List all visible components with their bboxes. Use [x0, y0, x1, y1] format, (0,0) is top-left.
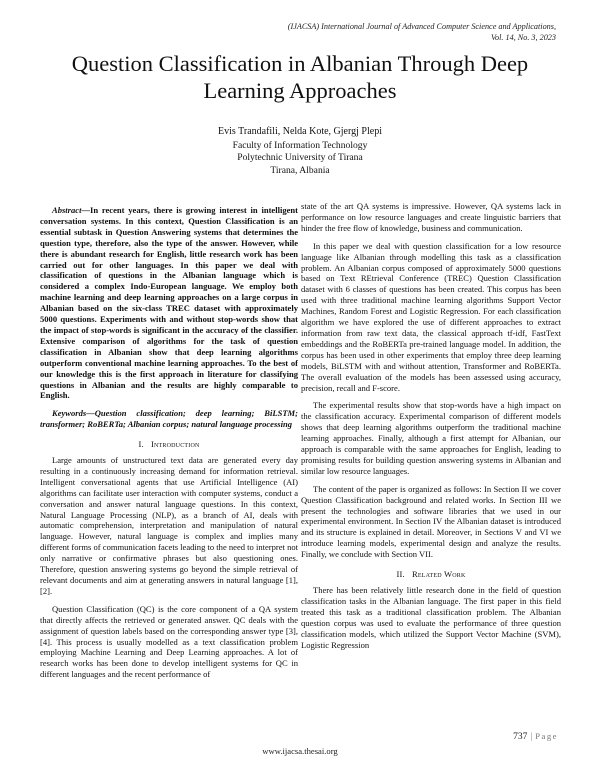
- keywords: Keywords—Question classification; deep learning; BiLSTM; transformer; RoBERTa; Albanian corpus; natural language processing: [40, 408, 298, 430]
- intro-paragraph-2: Question Classification (QC) is the core component of a QA system that directly affects the retrieved or generated answer. QC deals with the assignment of question labels based on the corresponding answer type [3], [4]. This process is usually modelled as a text classification problem employing Machine Learning and Deep Learning approaches. A lot of research works has been done to develop intelligent systems for QC in different languages and the recent performance of: [40, 603, 298, 680]
- right-column: [301, 201, 561, 650]
- abstract-text: In recent years, there is growing interest in intelligent conversation systems. In this context, Question Classification is an essential subtask in Question Answering systems that determines the question type, therefore, also the type of the answer. However, while there is abundant research for English, little research work has been carried out for other languages. In this paper we deal with classification of questions in the Albanian language which is considered a complex Indo-European language. We employ both machine learning and deep learning approaches on a large corpus in Albanian based on the six-class TREC dataset with approximately 5000 questions. Experiments with and without stop-words show that the impact of stop-words is significant in the accuracy of the classifier. Extensive comparison of algorithms for the task of question classification in Albanian show that deep learning algorithms outperform conventional machine learning approaches. To the best of our knowledge this is the first approach in literature for classifying questions in Albanian and the results are highly comparable to English.: [40, 205, 298, 401]
- paper-title: Question Classification in Albanian Through Deep Learning Approaches: [71, 51, 529, 103]
- abstract: [40, 205, 298, 401]
- affiliation-faculty: Faculty of Information Technology: [232, 139, 368, 151]
- page-number-value: 737: [513, 732, 528, 742]
- section-heading-introduction: I. Introduction: [138, 439, 200, 450]
- page-number-separator: |: [530, 732, 533, 742]
- intro-paragraph-4: The experimental results show that stop-words have a high impact on the classification accuracy. Experimental comparison of different models shows that deep learning algorithms outperform the traditional machine learning approaches. Finally, although a first attempt for Albanian, our approach is comparable with the same approaches for English, leading to promising results for building question answering systems in Albanian and similar low resource languages.: [301, 400, 561, 476]
- section-heading-related-work: II. Related Work: [396, 569, 466, 580]
- affiliation-university: Polytechnic University of Tirana: [237, 152, 363, 164]
- intro-paragraph-continued: state of the art QA systems is impressive. However, QA systems lack in performance on low resource languages and create linguistic barriers that hinder the free flow of knowledge, business and communication.: [301, 201, 561, 233]
- page-number: [513, 731, 558, 742]
- intro-paragraph-3: In this paper we deal with question classification for a low resource language like Albanian through modelling this task as a classification problem. An Albanian corpus composed of approximately 5000 questions based on Text REtrieval Conference (TREC) Question Classification dataset with 6 classes of questions has been created. This corpus has been used with three traditional machine learning algorithms Support Vector Machines, Random Forest and Logistic Regression. For each classification algorithm we have explored the use of different approaches to extract information from raw text data, the classical approach tf-idf, FastText embeddings and the RoBERTa pre-trained language model. In addition, the corpus has been used in other experiments that employ three deep learning models, BiLSTM with and without attention, Transformer and RoBERTa. The overall evaluation of the models has been assessed using accuracy, precision, recall and F-score.: [301, 240, 561, 393]
- abstract-label: Abstract—: [52, 205, 90, 215]
- journal-url: www.ijacsa.thesai.org: [262, 746, 338, 756]
- author-block: [100, 126, 500, 177]
- journal-volume: Vol. 14, No. 3, 2023: [490, 33, 556, 42]
- journal-header: [176, 21, 556, 43]
- page-number-label: Page: [535, 731, 558, 741]
- affiliation-location: Tirana, Albania: [270, 164, 330, 176]
- intro-paragraph-5: The content of the paper is organized as follows: In Section II we cover Question Classification background and related works. In Section III we present the technologies and software libraries that we used in our experimental environment. In Section IV the Albanian dataset is introduced and its structure is explained in detail. Moreover, in Sections V and VI we introduce learning models, experimental design and analyze the results. Finally, we conclude with Section VII.: [301, 483, 561, 560]
- intro-paragraph-1: Large amounts of unstructured text data are generated every day resulting in a continuously increasing demand for information retrieval. Intelligent conversational agents that use Artificial Intelligence (AI) algorithms can facilitate user interaction with computer systems, conduct a conversation and answer natural language questions. In this context, Natural Language Processing (NLP), as a branch of AI, deals with automatic comprehension, interpretation and manipulation of natural language. However, natural language is complex and implies many different forms of communication facets leading to the need to interpret not only narrative or confirmative phrases but also questioning ones. Therefore, question answering systems go beyond the simple retrieval of relevant documents and aim at generating answers in natural language [1], [2].: [40, 455, 298, 596]
- author-names: Evis Trandafili, Nelda Kote, Gjergj Plepi: [218, 126, 382, 137]
- left-column: [40, 205, 298, 680]
- journal-name: (IJACSA) International Journal of Advanced Computer Science and Applications,: [287, 22, 556, 31]
- related-paragraph-1: There has been relatively little research done in the field of question classification tasks in the Albanian language. The first paper in this field treated this task as a traditional classification problem. The Albanian question corpus was used to evaluate the performance of three question classification models, which utilized the Support Vector Machine (SVM), Logistic Regression: [301, 585, 561, 650]
